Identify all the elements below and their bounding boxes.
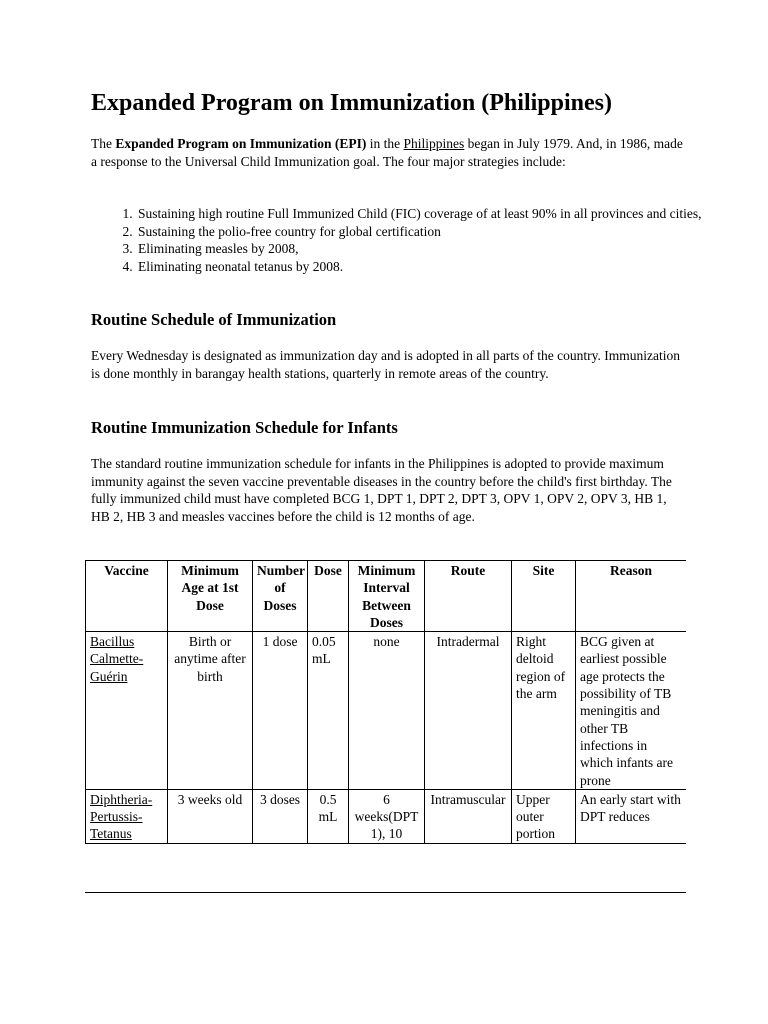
cell-number-doses: 3 doses	[253, 789, 308, 843]
page-title: Expanded Program on Immunization (Philippines)	[91, 90, 612, 116]
immunization-table-container	[85, 560, 686, 893]
list-item: 1. Sustaining high routine Full Immunized Child (FIC) coverage of at least 90% in all provinces and cities,	[136, 205, 736, 223]
strategies-list	[91, 205, 736, 275]
cell-route: Intradermal	[425, 632, 512, 790]
cell-min-interval: 6 weeks(DPT 1), 10	[349, 789, 425, 843]
cell-dose: 0.05 mL	[308, 632, 349, 790]
section-heading-infants: Routine Immunization Schedule for Infants	[91, 418, 398, 437]
philippines-link[interactable]: Philippines	[403, 136, 465, 151]
cell-vaccine	[86, 789, 168, 843]
table-header-row	[86, 561, 687, 632]
intro-mid: in the	[366, 136, 404, 151]
vaccine-link-bcg[interactable]: Bacillus Calmette-Guérin	[90, 634, 144, 684]
table-row	[86, 789, 687, 843]
infants-paragraph: The standard routine immunization schedule for infants in the Philippines is adopted to provide maximum immunity against the seven vaccine preventable diseases in the country before the child's first birthday. The fully immunized child must have completed BCG 1, DPT 1, DPT 2, DPT 3, OPV 1, OPV 2, OPV 3, HB 1, HB 2, HB 3 and measles vaccines before the child is 12 months of age.	[91, 456, 672, 524]
intro-prefix: The	[91, 136, 116, 151]
header-dose: Dose	[308, 561, 349, 632]
intro-suffix: began in July 1979. And, in 1986, made a response to the Universal Child Immunization goal. The four major strategies include:	[91, 136, 683, 169]
immunization-table	[85, 560, 686, 844]
intro-bold-term: Expanded Program on Immunization (EPI)	[115, 136, 367, 151]
cell-reason: An early start with DPT reduces	[576, 789, 687, 843]
header-min-interval: Minimum Interval Between Doses	[349, 561, 425, 632]
section-heading-schedule: Routine Schedule of Immunization	[91, 310, 337, 329]
header-number-doses: Number of Doses	[253, 561, 308, 632]
cell-route: Intramuscular	[425, 789, 512, 843]
header-route: Route	[425, 561, 512, 632]
intro-paragraph	[91, 135, 691, 170]
header-site: Site	[512, 561, 576, 632]
schedule-paragraph: Every Wednesday is designated as immunization day and is adopted in all parts of the country. Immunization is done monthly in barangay health stations, quarterly in remote areas of the country.	[91, 348, 681, 381]
cell-number-doses: 1 dose	[253, 632, 308, 790]
cell-dose: 0.5 mL	[308, 789, 349, 843]
list-item: 2. Sustaining the polio-free country for global certification	[136, 223, 736, 241]
cell-site: Right deltoid region of the arm	[512, 632, 576, 790]
list-item: 3. Eliminating measles by 2008,	[136, 240, 736, 258]
vaccine-link-dpt[interactable]: Diphtheria-Pertussis-Tetanus	[90, 791, 153, 842]
cell-min-interval: none	[349, 632, 425, 790]
cell-reason: BCG given at earliest possible age protects the possibility of TB meningitis and other TB infections in which infants are prone	[576, 632, 687, 790]
header-vaccine: Vaccine	[86, 561, 168, 632]
cell-vaccine	[86, 632, 168, 790]
cell-min-age: Birth or anytime after birth	[168, 632, 253, 790]
table-row	[86, 632, 687, 790]
list-item: 4. Eliminating neonatal tetanus by 2008.	[136, 258, 736, 276]
cell-min-age: 3 weeks old	[168, 789, 253, 843]
header-min-age: Minimum Age at 1st Dose	[168, 561, 253, 632]
header-reason: Reason	[576, 561, 687, 632]
cell-site: Upper outer portion	[512, 789, 576, 843]
